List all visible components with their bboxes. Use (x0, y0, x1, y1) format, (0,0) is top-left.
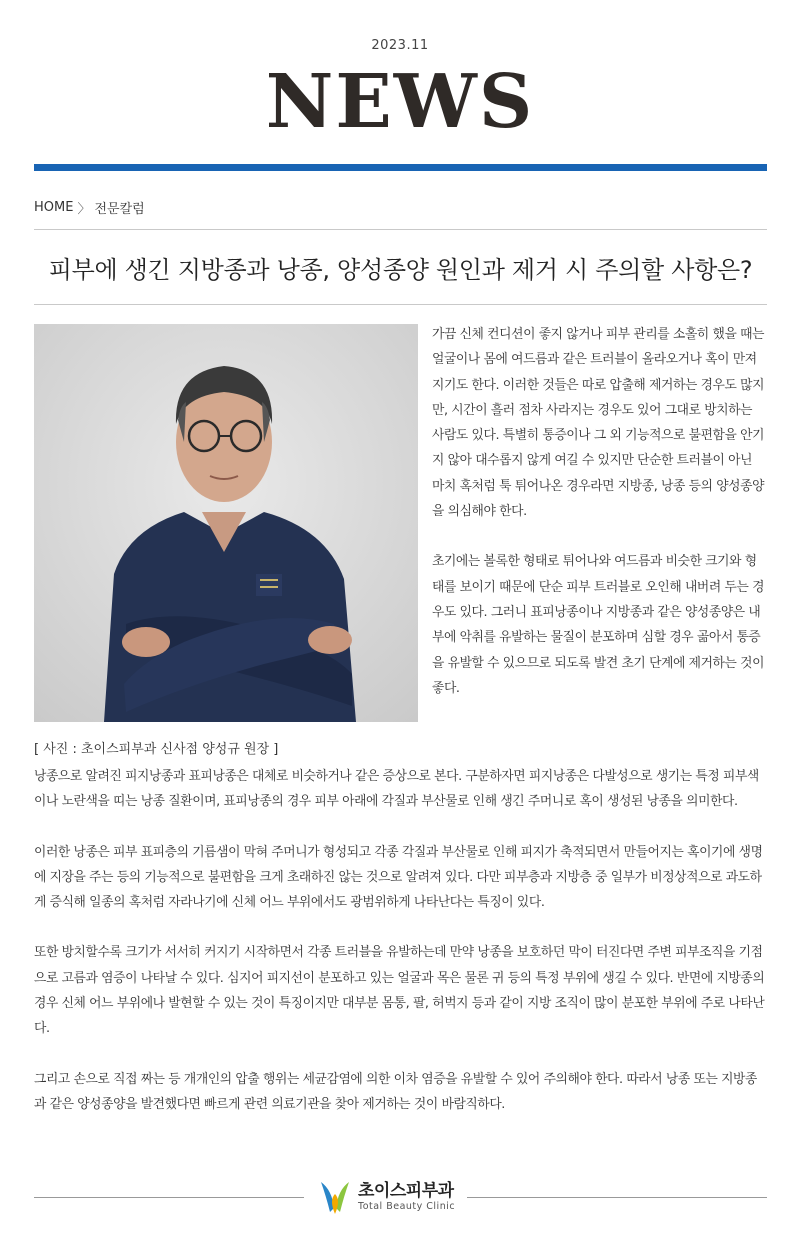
body-paragraph: 그리고 손으로 직접 짜는 등 개개인의 압출 행위는 세균감염에 의한 이차 염증을 유발할 수 있어 주의해야 한다. 따라서 낭종 또는 지방종과 같은 양성종양을 발견했다면 빠르게 관련 의료기관을 찾아 제거하는 것이 바람직하다. (34, 1071, 757, 1112)
body-paragraph: 낭종으로 알려진 피지낭종과 표피낭종은 대체로 비슷하거나 같은 증상으로 본다. 구분하자면 피지낭종은 다발성으로 생기는 특정 피부색이나 노란색을 띠는 낭종 질환이며, 표피낭종의 경우 피부 아래에 각질과 부산물로 인해 생긴 주머니로 혹이 생성된 낭종을 의미한다. (34, 769, 759, 810)
article-body (34, 764, 767, 1117)
news-masthead: NEWS (265, 59, 535, 145)
breadcrumb-current[interactable]: 전문칼럼 (94, 202, 145, 217)
breadcrumb (34, 198, 145, 217)
title-divider (34, 304, 767, 305)
breadcrumb-home-link[interactable]: HOME (34, 200, 74, 215)
intro-paragraph: 초기에는 볼록한 형태로 튀어나와 여드름과 비슷한 크기와 형태를 보이기 때문에 단순 피부 트러블로 오인해 내버려 두는 경우도 있다. 그러니 표피낭종이나 지방종과 같은 양성종양은 내부에 악취를 유발하는 물질이 분포하며 심할 경우 곪아서 통증을 유발할 수 있으므로 되도록 발견 초기 단계에 제거하는 것이 좋다. (432, 554, 765, 696)
breadcrumb-divider (34, 229, 767, 230)
body-paragraph: 이러한 낭종은 피부 표피층의 기름샘이 막혀 주머니가 형성되고 각종 각질과 부산물로 인해 피지가 축적되면서 만들어지는 혹이기에 생명에 지장을 주는 등의 기능적으로 불편함을 크게 초래하진 않는 것으로 알려져 있다. 다만 피부층과 지방층 중 일부가 비정상적으로 과도하게 증식해 일종의 혹처럼 자라나기에 신체 어느 부위에서도 광범위하게 나타난다는 특징이 있다. (34, 844, 763, 911)
issue-date: 2023.11 (371, 38, 429, 53)
photo-caption: [ 사진 : 초이스피부과 신사점 양성규 원장 ] (34, 742, 279, 757)
clinic-logo[interactable] (318, 1178, 455, 1216)
intro-column (432, 322, 767, 701)
chevron-right-icon: 〉 (77, 202, 91, 217)
clinic-logo-icon (318, 1178, 352, 1216)
clinic-logo-name: 초이스피부과 (358, 1181, 454, 1201)
article-title: 피부에 생긴 지방종과 낭종, 양성종양 원인과 제거 시 주의할 사항은? (48, 256, 753, 284)
masthead-divider (34, 164, 767, 171)
intro-paragraph: 가끔 신체 컨디션이 좋지 않거나 피부 관리를 소홀히 했을 때는 얼굴이나 몸에 여드름과 같은 트러블이 올라오거나 혹이 만져지기도 한다. 이러한 것들은 따로 압출해 제거하는 경우도 많지만, 시간이 흘러 점차 사라지는 경우도 있어 그대로 방치하는 사람도 있다. 특별히 통증이나 그 외 기능적으로 불편함을 안기지 않아 대수롭지 않게 여길 수 있지만 단순한 트러블이 아닌 마치 혹처럼 툭 튀어나온 경우라면 지방종, 낭종 등의 양성종양을 의심해야 한다. (432, 327, 765, 520)
body-paragraph: 또한 방치할수록 크기가 서서히 커지기 시작하면서 각종 트러블을 유발하는데 만약 낭종을 보호하던 막이 터진다면 주변 피부조직을 기점으로 고름과 염증이 나타날 수 있다. 심지어 피지선이 분포하고 있는 얼굴과 목은 물론 귀 등의 특정 부위에 생길 수 있다. 반면에 지방종의 경우 신체 어느 부위에나 발현할 수 있는 것이 특징이지만 대부분 몸통, 팔, 허벅지 등과 같이 지방 조직이 많이 분포한 부위에 주로 나타난다. (34, 945, 765, 1037)
doctor-photo (34, 324, 418, 722)
footer-divider-left (34, 1197, 304, 1198)
clinic-logo-tagline: Total Beauty Clinic (358, 1201, 456, 1212)
footer-divider-right (467, 1197, 767, 1198)
